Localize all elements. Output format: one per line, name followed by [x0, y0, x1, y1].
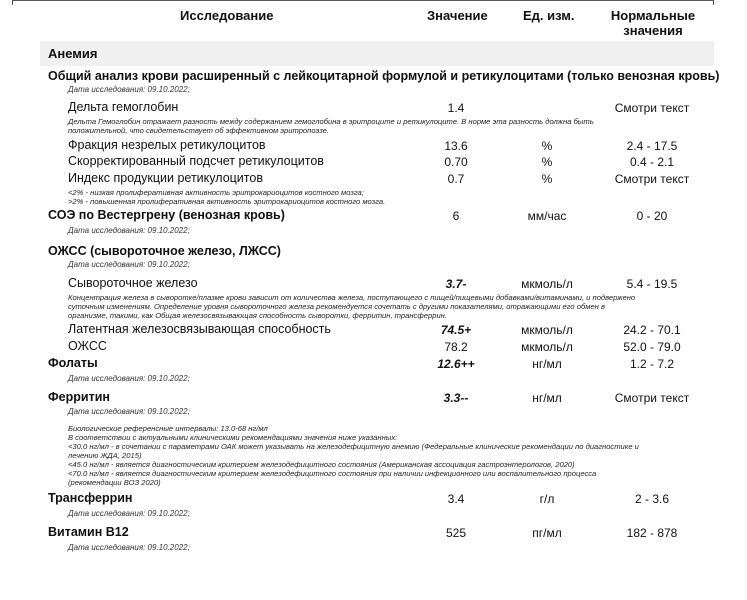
transferrin-unit: г/л — [539, 492, 555, 506]
folate-date: Дата исследования: 09.10.2022; — [68, 374, 190, 383]
ferritin-unit: нг/мл — [532, 391, 562, 405]
transferrin-norm: 2 - 3.6 — [634, 492, 670, 506]
cbc-delta-note — [68, 117, 708, 135]
b12-date: Дата исследования: 09.10.2022; — [68, 543, 190, 552]
b12-norm: 182 - 878 — [626, 526, 678, 540]
header-norm — [598, 8, 708, 38]
header-value: Значение — [427, 8, 488, 23]
row-unit: % — [541, 155, 553, 169]
row-unit: мкмоль/л — [521, 340, 573, 354]
b12-unit: пг/мл — [532, 526, 562, 540]
row-unit: % — [541, 172, 553, 186]
header-norm-line2: значения — [623, 23, 683, 38]
ferritin-note — [68, 424, 718, 487]
tibc-date: Дата исследования: 09.10.2022; — [68, 260, 190, 269]
note-line: суточным изменениям. Определение уровня сывороточного железа рекомендуется сочетать с другими показателями, отражающими его обмен в — [68, 302, 605, 311]
b12-value: 525 — [445, 526, 467, 540]
note-line: лечению ЖДА, 2015) — [68, 451, 142, 460]
note-line: Биологические референсные интервалы: 13.0-68 нг/мл — [68, 424, 268, 433]
row-norm: 2.4 - 17.5 — [626, 139, 678, 153]
esr-title: СОЭ по Вестергрену (венозная кровь) — [48, 208, 285, 222]
note-line: <70.0 нг/мл - является диагностическим критерием железодефицитного состояния при наличии инфекционного или воспалительного процесса — [68, 469, 597, 478]
row-name: Латентная железосвязывающая способность — [68, 322, 331, 336]
row-unit: мкмоль/л — [521, 277, 573, 291]
transferrin-title: Трансферрин — [48, 491, 133, 505]
section-title: Анемия — [48, 46, 98, 61]
top-rule — [12, 0, 714, 1]
row-value: 3.7- — [445, 277, 467, 291]
row-value: 78.2 — [444, 340, 468, 354]
row-norm: 52.0 - 79.0 — [623, 340, 681, 354]
transferrin-date: Дата исследования: 09.10.2022; — [68, 509, 190, 518]
folate-title: Фолаты — [48, 356, 98, 370]
row-value: 74.5+ — [440, 323, 472, 337]
note-line: >2% - повышенная пролиферативная активность эритрокариоцитов костного мозга. — [68, 197, 386, 206]
cbc-date: Дата исследования: 09.10.2022; — [68, 85, 190, 94]
row-name: ОЖСС — [68, 339, 107, 353]
row-norm: 5.4 - 19.5 — [626, 277, 678, 291]
folate-unit: нг/мл — [532, 357, 562, 371]
esr-norm: 0 - 20 — [636, 209, 668, 223]
row-name: Фракция незрелых ретикулоцитов — [68, 138, 266, 152]
ferritin-value: 3.3-- — [443, 391, 469, 405]
row-norm: 24.2 - 70.1 — [623, 323, 681, 337]
row-value: 1.4 — [447, 101, 465, 115]
ferritin-title: Ферритин — [48, 390, 110, 404]
ferritin-date: Дата исследования: 09.10.2022; — [68, 407, 190, 416]
row-value: 13.6 — [444, 139, 468, 153]
row-name: Скорректированный подсчет ретикулоцитов — [68, 154, 324, 168]
tibc-title: ОЖСС (сывороточное железо, ЛЖСС) — [48, 244, 281, 258]
table-border-right — [713, 0, 714, 5]
note-line: <45.0 нг/мл - является диагностическим критерием железодефицитного состояния (Американская ассоциация гастроэнтерологов, 2020) — [68, 460, 575, 469]
iron-note — [68, 293, 713, 320]
cbc-title: Общий анализ крови расширенный с лейкоцитарной формулой и ретикулоцитами (только венозная кровь) — [48, 69, 720, 83]
row-value: 0.7 — [447, 172, 465, 186]
note-line: Концентрация железа в сыворотке/плазме крови зависит от количества железа, поступающего с пищей/пищевыми добавками/витаминами, и подвержено — [68, 293, 636, 302]
row-norm: 0.4 - 2.1 — [629, 155, 675, 169]
table-border-left — [12, 0, 13, 5]
esr-date: Дата исследования: 09.10.2022; — [68, 226, 190, 235]
row-norm: Смотри текст — [614, 101, 690, 115]
note-line: положительной, что свидетельствует об эффективном эритропоэзе. — [68, 126, 329, 135]
esr-value: 6 — [452, 209, 460, 223]
row-name: Индекс продукции ретикулоцитов — [68, 171, 263, 185]
note-line: В соответствии с актуальными клиническими рекомендациями значения ниже указанных: — [68, 433, 398, 442]
note-line: (рекомендации ВОЗ 2020) — [68, 478, 161, 487]
header-norm-line1: Нормальные — [610, 8, 696, 23]
ferritin-norm: Смотри текст — [614, 391, 690, 405]
header-unit: Ед. изм. — [523, 8, 575, 23]
row-name: Дельта гемоглобин — [68, 100, 179, 114]
folate-norm: 1.2 - 7.2 — [629, 357, 675, 371]
note-line: Дельта Гемоглобин отражает разность между содержанием гемоглобина в эритроците и ретикулоците. В норме эта разность должна быть — [68, 117, 594, 126]
transferrin-value: 3.4 — [447, 492, 465, 506]
row-name: Сывороточное железо — [68, 276, 198, 290]
cbc-rpi-note — [68, 188, 708, 206]
b12-title: Витамин B12 — [48, 525, 129, 539]
note-line: <2% - низкая пролиферативная активность эритрокариоцитов костного мозга; — [68, 188, 364, 197]
header-test: Исследование — [180, 8, 274, 23]
row-unit: мкмоль/л — [521, 323, 573, 337]
section-bar — [40, 41, 714, 66]
esr-unit: мм/час — [527, 209, 567, 223]
row-norm: Смотри текст — [614, 172, 690, 186]
folate-value: 12.6++ — [437, 357, 475, 371]
row-value: 0.70 — [444, 155, 468, 169]
row-unit: % — [541, 139, 553, 153]
note-line: организме, такими, как Общая железосвязывающая способность сыворотки, ферритин, трансферрин. — [68, 311, 447, 320]
note-line: <30.0 нг/мл - в сочетании с параметрами ОАК может указывать на железодефицитную анемию (Федеральные клинические рекомендации по диагностике и — [68, 442, 639, 451]
